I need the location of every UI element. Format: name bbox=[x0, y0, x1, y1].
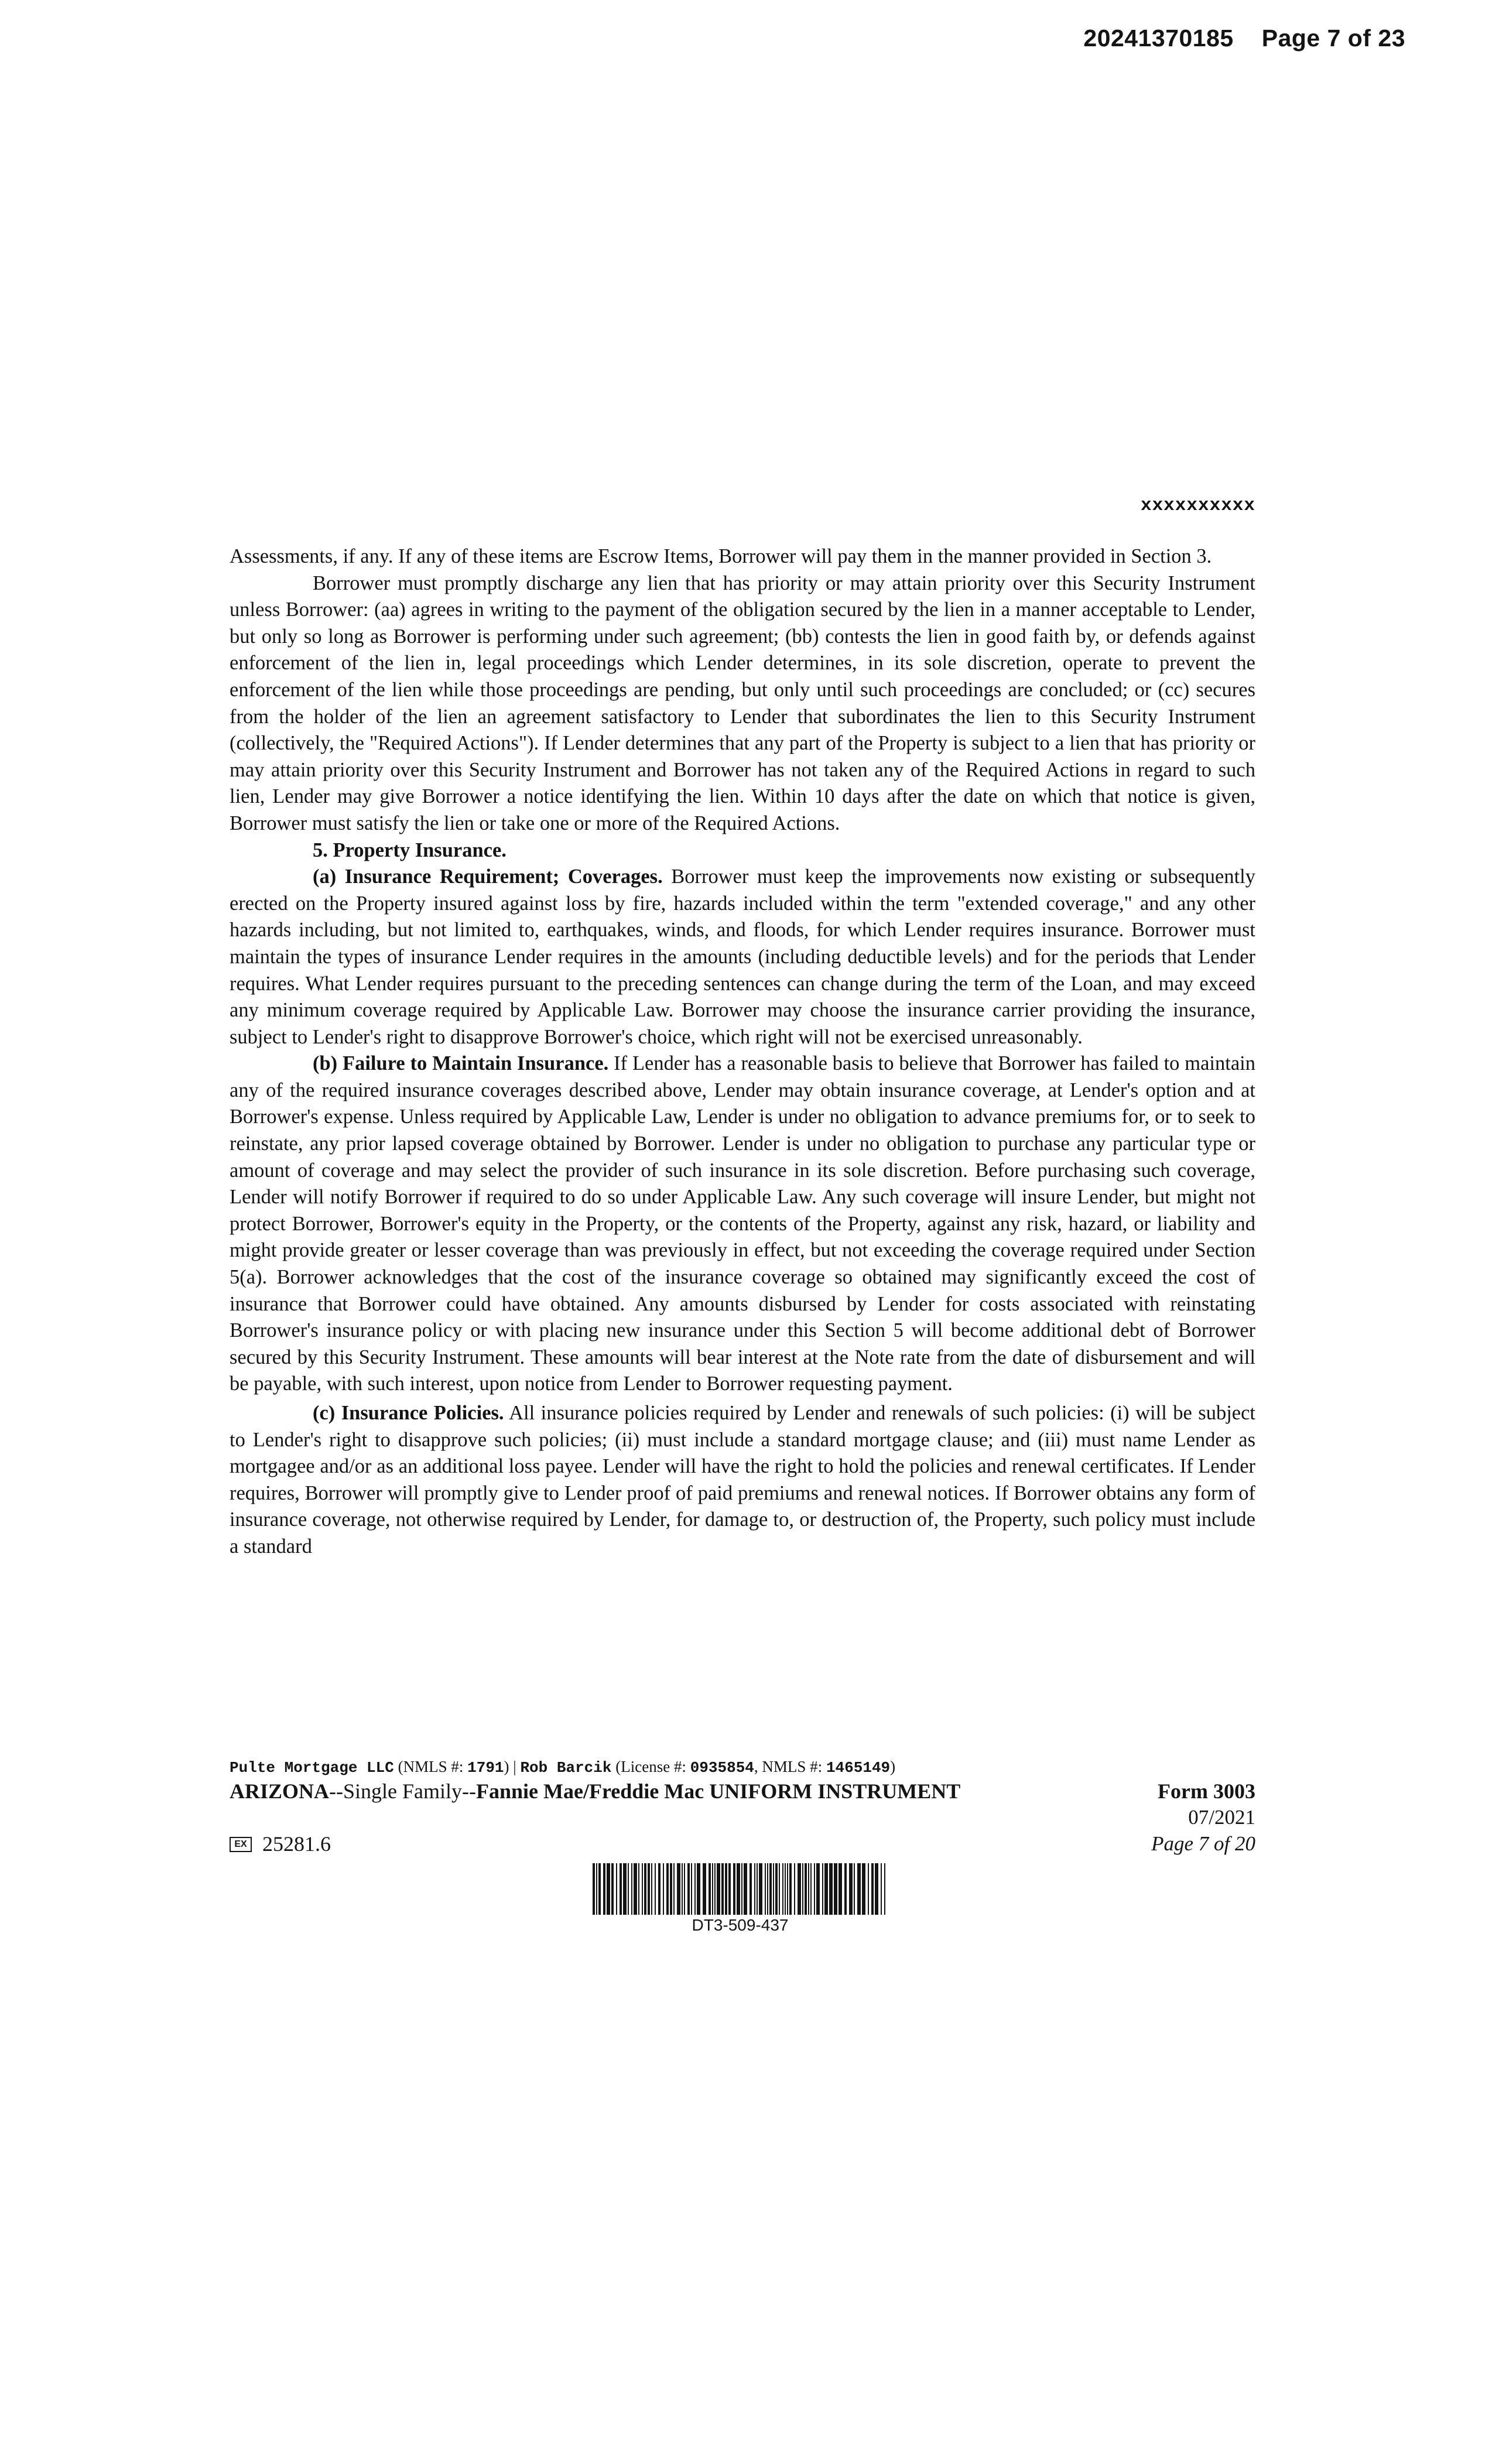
form-page-number: Page 7 of 20 bbox=[1151, 1832, 1255, 1855]
barcode-bar bbox=[703, 1863, 706, 1915]
barcode-bar bbox=[648, 1863, 650, 1915]
barcode-bar bbox=[750, 1863, 752, 1915]
barcode-bar bbox=[687, 1863, 690, 1915]
barcode-bar bbox=[802, 1863, 803, 1915]
barcode-bar bbox=[691, 1863, 692, 1915]
barcode-bar bbox=[805, 1863, 807, 1915]
barcode-bar bbox=[644, 1863, 646, 1915]
lender-separator: ) | bbox=[504, 1758, 521, 1775]
barcode bbox=[590, 1863, 890, 1935]
barcode-bar bbox=[765, 1863, 766, 1915]
barcode-bar bbox=[598, 1863, 601, 1915]
recording-header bbox=[1083, 25, 1405, 52]
barcode-bar bbox=[714, 1863, 716, 1915]
barcode-bar bbox=[634, 1863, 637, 1915]
paragraph-5c-text: All insurance policies required by Lender and renewals of such policies: (i) will be subject to Lender's right to disapprove such policies; (ii) must include a standard mortgage clause; and (iii) must name Lender as mortgagee and/or as an additional loss payee. Lender will have the right to hold the policies and renewal certificates. If Lender requires, Borrower will promptly give to Lender proof of paid premiums and renewal notices. If Borrower obtains any form of insurance coverage, not otherwise required by Lender, for damage to, or destruction of, the Property, such policy must include a standard bbox=[230, 1402, 1255, 1558]
doc-code-row bbox=[230, 1830, 1255, 1857]
lender-name: Pulte Mortgage LLC bbox=[230, 1759, 394, 1777]
barcode-bar bbox=[844, 1863, 847, 1915]
paragraph-5b bbox=[230, 1050, 1255, 1398]
barcode-bar bbox=[607, 1863, 610, 1915]
barcode-bar bbox=[712, 1863, 713, 1915]
barcode-bar bbox=[697, 1863, 700, 1915]
barcode-bar bbox=[623, 1863, 627, 1915]
barcode-bar bbox=[737, 1863, 740, 1915]
barcode-bar bbox=[816, 1863, 820, 1915]
barcode-bar bbox=[670, 1863, 672, 1915]
recording-number: 20241370185 bbox=[1083, 25, 1234, 52]
barcode-bar bbox=[875, 1863, 878, 1915]
barcode-bar bbox=[857, 1863, 861, 1915]
barcode-bar bbox=[824, 1863, 828, 1915]
barcode-bar bbox=[658, 1863, 660, 1915]
barcode-bar bbox=[822, 1863, 823, 1915]
originator-close: ) bbox=[890, 1758, 896, 1775]
barcode-bar bbox=[775, 1863, 778, 1915]
barcode-bar bbox=[779, 1863, 780, 1915]
barcode-bar bbox=[794, 1863, 795, 1915]
state-name: ARIZONA bbox=[230, 1779, 330, 1803]
barcode-bar bbox=[694, 1863, 696, 1915]
barcode-bar bbox=[810, 1863, 812, 1915]
barcode-bar bbox=[620, 1863, 622, 1915]
lender-nmls-value: 1791 bbox=[467, 1759, 504, 1777]
barcode-bar bbox=[631, 1863, 632, 1915]
barcode-bar bbox=[655, 1863, 656, 1915]
barcode-bar bbox=[829, 1863, 833, 1915]
originator-nmls-label: , NMLS #: bbox=[754, 1758, 826, 1775]
paragraph-5c bbox=[230, 1400, 1255, 1560]
paragraph-5b-text: If Lender has a reasonable basis to believe that Borrower has failed to maintain any of the required insurance coverages described above, Lender may obtain insurance coverage, at Lender's option and at Borrower's expense. Unless required by Applicable Law, Lender is under no obligation to advance premiums for, or to seek to reinstate, any prior lapsed coverage obtained by Borrower. Lender is under no obligation to purchase any particular type or amount of coverage and may select the provider of such insurance in its sole discretion. Before purchasing such coverage, Lender will notify Borrower if required to do so under Applicable Law. Any such coverage will insure Lender, but might not protect Borrower, Borrower's equity in the Property, or the contents of the Property, against any risk, hazard, or liability and might provide greater or lesser coverage than was previously in effect, but not exceeding the coverage required under Section 5(a). Borrower acknowledges that the cost of the insurance coverage so obtained may significantly exceed the cost of insurance that Borrower could have obtained. Any amounts disbursed by Lender for costs associated with reinstating Borrower's insurance policy or with placing new insurance under this Section 5 will become additional debt of Borrower secured by this Security Instrument. These amounts will bear interest at the Note rate from the date of disbursement and will be payable, with such interest, upon notice from Lender to Borrower requesting payment. bbox=[230, 1052, 1255, 1395]
barcode-bar bbox=[709, 1863, 711, 1915]
barcode-bar bbox=[684, 1863, 685, 1915]
barcode-bar bbox=[638, 1863, 639, 1915]
form-date: 07/2021 bbox=[1188, 1806, 1255, 1829]
document-footer bbox=[230, 1757, 1255, 1857]
instrument-title-row bbox=[230, 1778, 1255, 1805]
barcode-bar bbox=[759, 1863, 762, 1915]
barcode-bar bbox=[663, 1863, 664, 1915]
lender-info-line bbox=[230, 1757, 1255, 1778]
barcode-bar bbox=[884, 1863, 885, 1915]
barcode-bar bbox=[673, 1863, 675, 1915]
originator-name: Rob Barcik bbox=[520, 1759, 612, 1777]
barcode-bar bbox=[773, 1863, 774, 1915]
document-body bbox=[230, 543, 1255, 1560]
originator-nmls-value: 1465149 bbox=[826, 1759, 891, 1777]
barcode-bar bbox=[717, 1863, 720, 1915]
barcode-bar bbox=[834, 1863, 837, 1915]
recording-page-label: Page 7 of 23 bbox=[1261, 25, 1405, 52]
barcode-bar bbox=[651, 1863, 652, 1915]
barcode-bar bbox=[757, 1863, 758, 1915]
barcode-bar bbox=[728, 1863, 731, 1915]
barcode-bar bbox=[721, 1863, 724, 1915]
barcode-icon bbox=[590, 1863, 890, 1915]
paragraph-5b-heading: (b) Failure to Maintain Insurance. bbox=[313, 1052, 609, 1075]
doc-code-value: 25281.6 bbox=[262, 1832, 331, 1856]
barcode-bar bbox=[787, 1863, 788, 1915]
ellie-mae-icon: EX bbox=[230, 1837, 252, 1852]
paragraph-5c-heading: (c) Insurance Policies. bbox=[313, 1402, 504, 1424]
barcode-bar bbox=[754, 1863, 755, 1915]
section-5-heading bbox=[230, 837, 1255, 864]
barcode-bar bbox=[616, 1863, 617, 1915]
barcode-bar bbox=[881, 1863, 882, 1915]
paragraph-lien-discharge: Borrower must promptly discharge any lien that has priority or may attain priority over this Security Instrument unless Borrower: (aa) agrees in writing to the payment of the obligation secured by the lien in a manner acceptable to Lender, but only so long as Borrower is performing under such agreement; (bb) contests the lien in good faith by, or defends against enforcement of the lien in, legal proceedings which Lender determines, in its sole discretion, operate to prevent the enforcement of the lien while those proceedings are pending, but only until such proceedings are concluded; or (cc) secures from the holder of the lien an agreement satisfactory to Lender that subordinates the lien to this Security Instrument (collectively, the "Required Actions"). If Lender determines that any part of the Property is subject to a lien that has priority or may attain priority over this Security Instrument and Borrower has not taken any of the Required Actions in regard to such lien, Lender may give Borrower a notice identifying the lien. Within 10 days after the date on which that notice is given, Borrower must satisfy the lien or take one or more of the Required Actions. bbox=[230, 571, 1255, 834]
barcode-bar bbox=[733, 1863, 735, 1915]
form-date-row bbox=[230, 1805, 1255, 1830]
barcode-bar bbox=[682, 1863, 683, 1915]
barcode-bar bbox=[596, 1863, 597, 1915]
barcode-text: DT3-509-437 bbox=[692, 1916, 789, 1934]
barcode-bar bbox=[839, 1863, 842, 1915]
barcode-bar bbox=[628, 1863, 629, 1915]
title-middle: --Single Family-- bbox=[329, 1779, 476, 1803]
originator-license-value: 0935854 bbox=[690, 1759, 754, 1777]
doc-code bbox=[230, 1830, 331, 1857]
barcode-bar bbox=[593, 1863, 595, 1915]
paragraph-5a-text: Borrower must keep the improvements now existing or subsequently erected on the Property insured against loss by fire, hazards included within the term "extended coverage," and any other hazards including, but not limited to, earthquakes, winds, and floods, for which Lender requires insurance. Borrower must maintain the types of insurance Lender requires in the amounts (including deductible levels) and for the periods that Lender requires. What Lender requires pursuant to the preceding sentences can change during the term of the Loan, and may exceed any minimum coverage required by Applicable Law. Borrower may choose the insurance carrier providing the insurance, subject to Lender's right to disapprove Borrower's choice, which right will not be exercised unreasonably. bbox=[230, 865, 1255, 1048]
barcode-bar bbox=[868, 1863, 869, 1915]
barcode-bar bbox=[767, 1863, 768, 1915]
barcode-bar bbox=[611, 1863, 614, 1915]
barcode-bar bbox=[666, 1863, 669, 1915]
barcode-bar bbox=[741, 1863, 742, 1915]
instrument-title bbox=[230, 1778, 960, 1805]
barcode-bar bbox=[785, 1863, 786, 1915]
paragraph-5a bbox=[230, 864, 1255, 1050]
barcode-bar bbox=[789, 1863, 792, 1915]
originator-license-label: (License #: bbox=[611, 1758, 690, 1775]
barcode-bar bbox=[782, 1863, 783, 1915]
lender-nmls-label: (NMLS #: bbox=[393, 1758, 468, 1775]
barcode-bar bbox=[862, 1863, 865, 1915]
section-5-title: 5. Property Insurance. bbox=[313, 839, 506, 861]
barcode-bar bbox=[854, 1863, 855, 1915]
barcode-bar bbox=[871, 1863, 874, 1915]
barcode-bar bbox=[642, 1863, 643, 1915]
paragraph-assessments: Assessments, if any. If any of these items are Escrow Items, Borrower will pay them in the manner provided in Section 3. bbox=[230, 545, 1212, 567]
barcode-bar bbox=[603, 1863, 605, 1915]
barcode-bar bbox=[769, 1863, 772, 1915]
paragraph-5a-heading: (a) Insurance Requirement; Coverages. bbox=[313, 865, 663, 888]
form-number: Form 3003 bbox=[1158, 1779, 1255, 1803]
barcode-bar bbox=[677, 1863, 680, 1915]
title-bold: Fannie Mae/Freddie Mac UNIFORM INSTRUMENT bbox=[475, 1779, 961, 1803]
barcode-bar bbox=[849, 1863, 853, 1915]
barcode-bar bbox=[808, 1863, 809, 1915]
barcode-bar bbox=[798, 1863, 801, 1915]
barcode-bar bbox=[725, 1863, 727, 1915]
barcode-bar bbox=[814, 1863, 815, 1915]
loan-number: xxxxxxxxxx bbox=[1140, 495, 1255, 516]
barcode-bar bbox=[744, 1863, 747, 1915]
